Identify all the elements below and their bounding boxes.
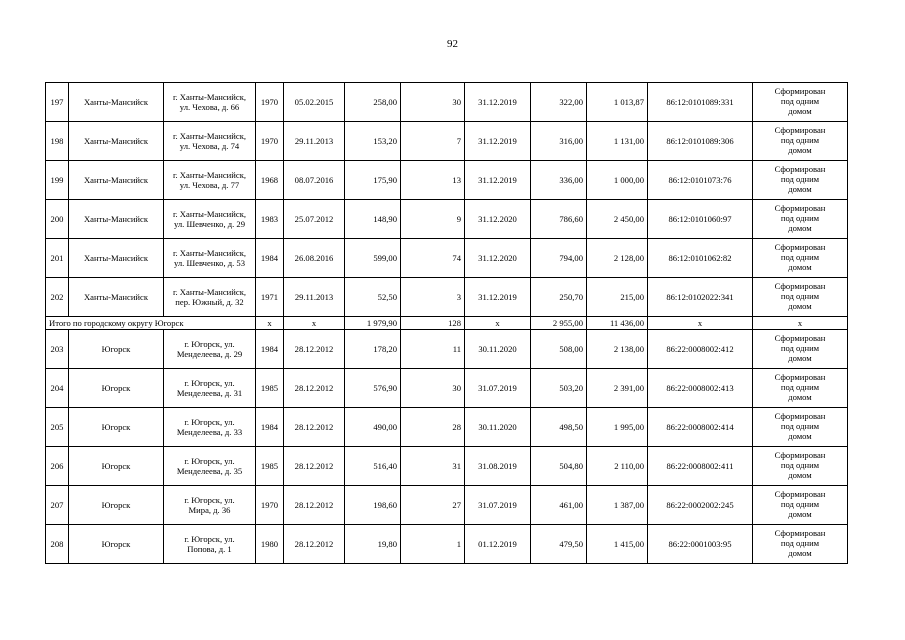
- deadline-cell: 31.12.2019: [465, 83, 531, 122]
- area-cell: 153,20: [345, 122, 401, 161]
- year-cell: 1970: [256, 122, 284, 161]
- status-line-2: под одним: [780, 135, 820, 146]
- row-number: 200: [46, 200, 69, 239]
- status-cell: [753, 369, 848, 408]
- address-line-2: Менделеева, д. 35: [176, 466, 243, 476]
- status-cell: [753, 200, 848, 239]
- cadastral-number-cell: 86:22:0008002:411: [648, 447, 753, 486]
- address-line-1: г. Ханты-Мансийск,: [172, 169, 247, 180]
- area-cell: 490,00: [345, 408, 401, 447]
- address-line-1: г. Югорск, ул.: [184, 455, 235, 466]
- status-line-2: под одним: [780, 174, 820, 185]
- address-cell: [164, 330, 256, 369]
- deadline-cell: 31.07.2019: [465, 369, 531, 408]
- status-cell: [753, 122, 848, 161]
- status-line-1: Сформирован: [774, 164, 826, 175]
- date-cell: 08.07.2016: [284, 161, 345, 200]
- page-number: 92: [447, 38, 458, 50]
- date-cell: 29.11.2013: [284, 278, 345, 317]
- table-body-subtotal: [46, 317, 848, 330]
- residents-cell: 3: [401, 278, 465, 317]
- area2-cell: 461,00: [531, 486, 587, 525]
- deadline-cell: 01.12.2019: [465, 525, 531, 564]
- status-line-1: Сформирован: [774, 372, 826, 383]
- address-line-2: Попова, д. 1: [187, 544, 232, 554]
- cadastral-number-cell: 86:12:0101060:97: [648, 200, 753, 239]
- address-cell: [164, 486, 256, 525]
- status-line-2: под одним: [780, 460, 820, 471]
- residents-cell: 1: [401, 525, 465, 564]
- subtotal-year: x: [256, 317, 284, 330]
- address-line-2: ул. Шевченко, д. 53: [173, 258, 246, 268]
- deadline-cell: 31.12.2020: [465, 239, 531, 278]
- table-row: [46, 486, 848, 525]
- municipality-cell: Ханты-Мансийск: [69, 278, 164, 317]
- municipality-cell: Югорск: [69, 447, 164, 486]
- address-line-2: Менделеева, д. 31: [176, 388, 243, 398]
- cost-cell: 2 450,00: [587, 200, 648, 239]
- residents-cell: 9: [401, 200, 465, 239]
- deadline-cell: 31.08.2019: [465, 447, 531, 486]
- date-cell: 25.07.2012: [284, 200, 345, 239]
- year-cell: 1968: [256, 161, 284, 200]
- area-cell: 175,90: [345, 161, 401, 200]
- status-line-3: домом: [788, 261, 812, 272]
- status-line-1: Сформирован: [774, 203, 826, 214]
- cost-cell: 1 131,00: [587, 122, 648, 161]
- status-line-1: Сформирован: [774, 281, 826, 292]
- row-number: 202: [46, 278, 69, 317]
- area-cell: 576,90: [345, 369, 401, 408]
- table-body-top: [46, 83, 848, 317]
- table-row: [46, 83, 848, 122]
- year-cell: 1970: [256, 486, 284, 525]
- table-row: [46, 447, 848, 486]
- row-number: 203: [46, 330, 69, 369]
- date-cell: 28.12.2012: [284, 525, 345, 564]
- status-line-1: Сформирован: [774, 242, 826, 253]
- status-line-2: под одним: [780, 538, 820, 549]
- cadastral-number-cell: 86:12:0101089:306: [648, 122, 753, 161]
- table-row: [46, 239, 848, 278]
- date-cell: 28.12.2012: [284, 447, 345, 486]
- status-line-1: Сформирован: [774, 489, 826, 500]
- address-cell: [164, 278, 256, 317]
- municipality-cell: Югорск: [69, 408, 164, 447]
- address-line-1: г. Ханты-Мансийск,: [172, 91, 247, 102]
- municipality-cell: Ханты-Мансийск: [69, 239, 164, 278]
- deadline-cell: 31.07.2019: [465, 486, 531, 525]
- area-cell: 516,40: [345, 447, 401, 486]
- area-cell: 19,80: [345, 525, 401, 564]
- address-line-1: г. Югорск, ул.: [184, 494, 235, 505]
- status-cell: [753, 525, 848, 564]
- date-cell: 05.02.2015: [284, 83, 345, 122]
- row-number: 197: [46, 83, 69, 122]
- status-cell: [753, 278, 848, 317]
- cost-cell: 1 995,00: [587, 408, 648, 447]
- table-row: [46, 122, 848, 161]
- subtotal-label: Итого по городскому округу Югорск: [46, 317, 256, 330]
- subtotal-cost: 11 436,00: [587, 317, 648, 330]
- cost-cell: 2 391,00: [587, 369, 648, 408]
- municipality-cell: Югорск: [69, 330, 164, 369]
- address-line-1: г. Югорск, ул.: [184, 533, 235, 544]
- row-number: 207: [46, 486, 69, 525]
- address-cell: [164, 161, 256, 200]
- status-line-2: под одним: [780, 421, 820, 432]
- cadastral-number-cell: 86:12:0101073:76: [648, 161, 753, 200]
- row-number: 208: [46, 525, 69, 564]
- cost-cell: 1 000,00: [587, 161, 648, 200]
- table-body-bottom: [46, 330, 848, 564]
- address-line-1: г. Югорск, ул.: [184, 377, 235, 388]
- municipality-cell: Ханты-Мансийск: [69, 200, 164, 239]
- address-cell: [164, 447, 256, 486]
- address-line-2: Менделеева, д. 33: [176, 427, 243, 437]
- date-cell: 28.12.2012: [284, 408, 345, 447]
- area-cell: 599,00: [345, 239, 401, 278]
- deadline-cell: 30.11.2020: [465, 408, 531, 447]
- area-cell: 198,60: [345, 486, 401, 525]
- residents-cell: 30: [401, 83, 465, 122]
- cadastral-number-cell: 86:22:0008002:412: [648, 330, 753, 369]
- cost-cell: 215,00: [587, 278, 648, 317]
- row-number: 205: [46, 408, 69, 447]
- status-line-3: домом: [788, 183, 812, 194]
- status-line-3: домом: [788, 144, 812, 155]
- deadline-cell: 31.12.2020: [465, 200, 531, 239]
- cadastral-number-cell: 86:22:0001003:95: [648, 525, 753, 564]
- subtotal-area: 1 979,90: [345, 317, 401, 330]
- status-line-3: домом: [788, 352, 812, 363]
- status-line-3: домом: [788, 105, 812, 116]
- address-cell: [164, 239, 256, 278]
- area2-cell: 504,80: [531, 447, 587, 486]
- row-number: 206: [46, 447, 69, 486]
- residents-cell: 13: [401, 161, 465, 200]
- cost-cell: 1 387,00: [587, 486, 648, 525]
- status-line-3: домом: [788, 300, 812, 311]
- status-cell: [753, 161, 848, 200]
- residents-cell: 28: [401, 408, 465, 447]
- status-line-3: домом: [788, 508, 812, 519]
- subtotal-deadline: x: [465, 317, 531, 330]
- row-number: 199: [46, 161, 69, 200]
- address-cell: [164, 83, 256, 122]
- residents-cell: 30: [401, 369, 465, 408]
- status-line-3: домом: [788, 391, 812, 402]
- area2-cell: 322,00: [531, 83, 587, 122]
- address-cell: [164, 200, 256, 239]
- area-cell: 178,20: [345, 330, 401, 369]
- subtotal-area2: 2 955,00: [531, 317, 587, 330]
- address-line-2: Мира, д. 36: [188, 505, 231, 515]
- area2-cell: 336,00: [531, 161, 587, 200]
- cadastral-number-cell: 86:22:0008002:414: [648, 408, 753, 447]
- address-line-2: пер. Южный, д. 32: [175, 297, 244, 307]
- cost-cell: 2 138,00: [587, 330, 648, 369]
- row-number: 198: [46, 122, 69, 161]
- area-cell: 258,00: [345, 83, 401, 122]
- status-line-1: Сформирован: [774, 333, 826, 344]
- year-cell: 1984: [256, 239, 284, 278]
- date-cell: 28.12.2012: [284, 486, 345, 525]
- address-line-2: ул. Шевченко, д. 29: [173, 219, 246, 229]
- table-row: [46, 525, 848, 564]
- cost-cell: 2 128,00: [587, 239, 648, 278]
- area2-cell: 508,00: [531, 330, 587, 369]
- deadline-cell: 31.12.2019: [465, 161, 531, 200]
- address-line-2: ул. Чехова, д. 66: [179, 102, 240, 112]
- municipality-cell: Югорск: [69, 525, 164, 564]
- address-line-2: ул. Чехова, д. 74: [179, 141, 240, 151]
- year-cell: 1980: [256, 525, 284, 564]
- address-line-1: г. Ханты-Мансийск,: [172, 130, 247, 141]
- subtotal-status: x: [753, 317, 848, 330]
- area-cell: 148,90: [345, 200, 401, 239]
- address-line-1: г. Ханты-Мансийск,: [172, 286, 247, 297]
- area2-cell: 794,00: [531, 239, 587, 278]
- status-cell: [753, 83, 848, 122]
- municipality-cell: Ханты-Мансийск: [69, 161, 164, 200]
- municipality-cell: Ханты-Мансийск: [69, 83, 164, 122]
- cadastral-number-cell: 86:22:0008002:413: [648, 369, 753, 408]
- status-line-2: под одним: [780, 382, 820, 393]
- date-cell: 29.11.2013: [284, 122, 345, 161]
- area2-cell: 498,50: [531, 408, 587, 447]
- address-line-2: ул. Чехова, д. 77: [179, 180, 240, 190]
- year-cell: 1970: [256, 83, 284, 122]
- status-cell: [753, 447, 848, 486]
- year-cell: 1985: [256, 369, 284, 408]
- status-line-2: под одним: [780, 252, 820, 263]
- status-line-2: под одним: [780, 291, 820, 302]
- cost-cell: 1 013,87: [587, 83, 648, 122]
- address-cell: [164, 525, 256, 564]
- residents-cell: 11: [401, 330, 465, 369]
- status-cell: [753, 408, 848, 447]
- status-line-2: под одним: [780, 499, 820, 510]
- municipality-cell: Ханты-Мансийск: [69, 122, 164, 161]
- subtotal-date: x: [284, 317, 345, 330]
- status-line-1: Сформирован: [774, 450, 826, 461]
- status-line-3: домом: [788, 430, 812, 441]
- year-cell: 1984: [256, 330, 284, 369]
- table-row: [46, 278, 848, 317]
- table-row: [46, 161, 848, 200]
- cost-cell: 1 415,00: [587, 525, 648, 564]
- area2-cell: 316,00: [531, 122, 587, 161]
- cadastral-number-cell: 86:22:0002002:245: [648, 486, 753, 525]
- status-cell: [753, 239, 848, 278]
- area2-cell: 786,60: [531, 200, 587, 239]
- table-row: [46, 408, 848, 447]
- year-cell: 1984: [256, 408, 284, 447]
- municipality-cell: Югорск: [69, 369, 164, 408]
- address-line-1: г. Югорск, ул.: [184, 338, 235, 349]
- date-cell: 26.08.2016: [284, 239, 345, 278]
- cadastral-number-cell: 86:12:0102022:341: [648, 278, 753, 317]
- status-line-3: домом: [788, 547, 812, 558]
- residents-cell: 31: [401, 447, 465, 486]
- status-line-1: Сформирован: [774, 125, 826, 136]
- cost-cell: 2 110,00: [587, 447, 648, 486]
- address-line-2: Менделеева, д. 29: [176, 349, 243, 359]
- status-cell: [753, 486, 848, 525]
- cadastral-number-cell: 86:12:0101062:82: [648, 239, 753, 278]
- address-line-1: г. Югорск, ул.: [184, 416, 235, 427]
- area2-cell: 479,50: [531, 525, 587, 564]
- residents-cell: 27: [401, 486, 465, 525]
- status-line-2: под одним: [780, 213, 820, 224]
- status-line-2: под одним: [780, 96, 820, 107]
- housing-registry-table: [45, 82, 848, 564]
- deadline-cell: 31.12.2019: [465, 278, 531, 317]
- year-cell: 1985: [256, 447, 284, 486]
- table-row: [46, 200, 848, 239]
- status-line-1: Сформирован: [774, 528, 826, 539]
- subtotal-row: [46, 317, 848, 330]
- status-line-3: домом: [788, 469, 812, 480]
- date-cell: 28.12.2012: [284, 330, 345, 369]
- deadline-cell: 30.11.2020: [465, 330, 531, 369]
- row-number: 204: [46, 369, 69, 408]
- residents-cell: 7: [401, 122, 465, 161]
- status-line-2: под одним: [780, 343, 820, 354]
- status-line-3: домом: [788, 222, 812, 233]
- status-line-1: Сформирован: [774, 86, 826, 97]
- address-line-1: г. Ханты-Мансийск,: [172, 208, 247, 219]
- address-cell: [164, 408, 256, 447]
- municipality-cell: Югорск: [69, 486, 164, 525]
- table-row: [46, 369, 848, 408]
- address-line-1: г. Ханты-Мансийск,: [172, 247, 247, 258]
- status-line-1: Сформирован: [774, 411, 826, 422]
- residents-cell: 74: [401, 239, 465, 278]
- area2-cell: 250,70: [531, 278, 587, 317]
- area-cell: 52,50: [345, 278, 401, 317]
- subtotal-residents: 128: [401, 317, 465, 330]
- date-cell: 28.12.2012: [284, 369, 345, 408]
- address-cell: [164, 122, 256, 161]
- year-cell: 1971: [256, 278, 284, 317]
- subtotal-cadastral: x: [648, 317, 753, 330]
- row-number: 201: [46, 239, 69, 278]
- address-cell: [164, 369, 256, 408]
- deadline-cell: 31.12.2019: [465, 122, 531, 161]
- table-row: [46, 330, 848, 369]
- status-cell: [753, 330, 848, 369]
- area2-cell: 503,20: [531, 369, 587, 408]
- year-cell: 1983: [256, 200, 284, 239]
- cadastral-number-cell: 86:12:0101089:331: [648, 83, 753, 122]
